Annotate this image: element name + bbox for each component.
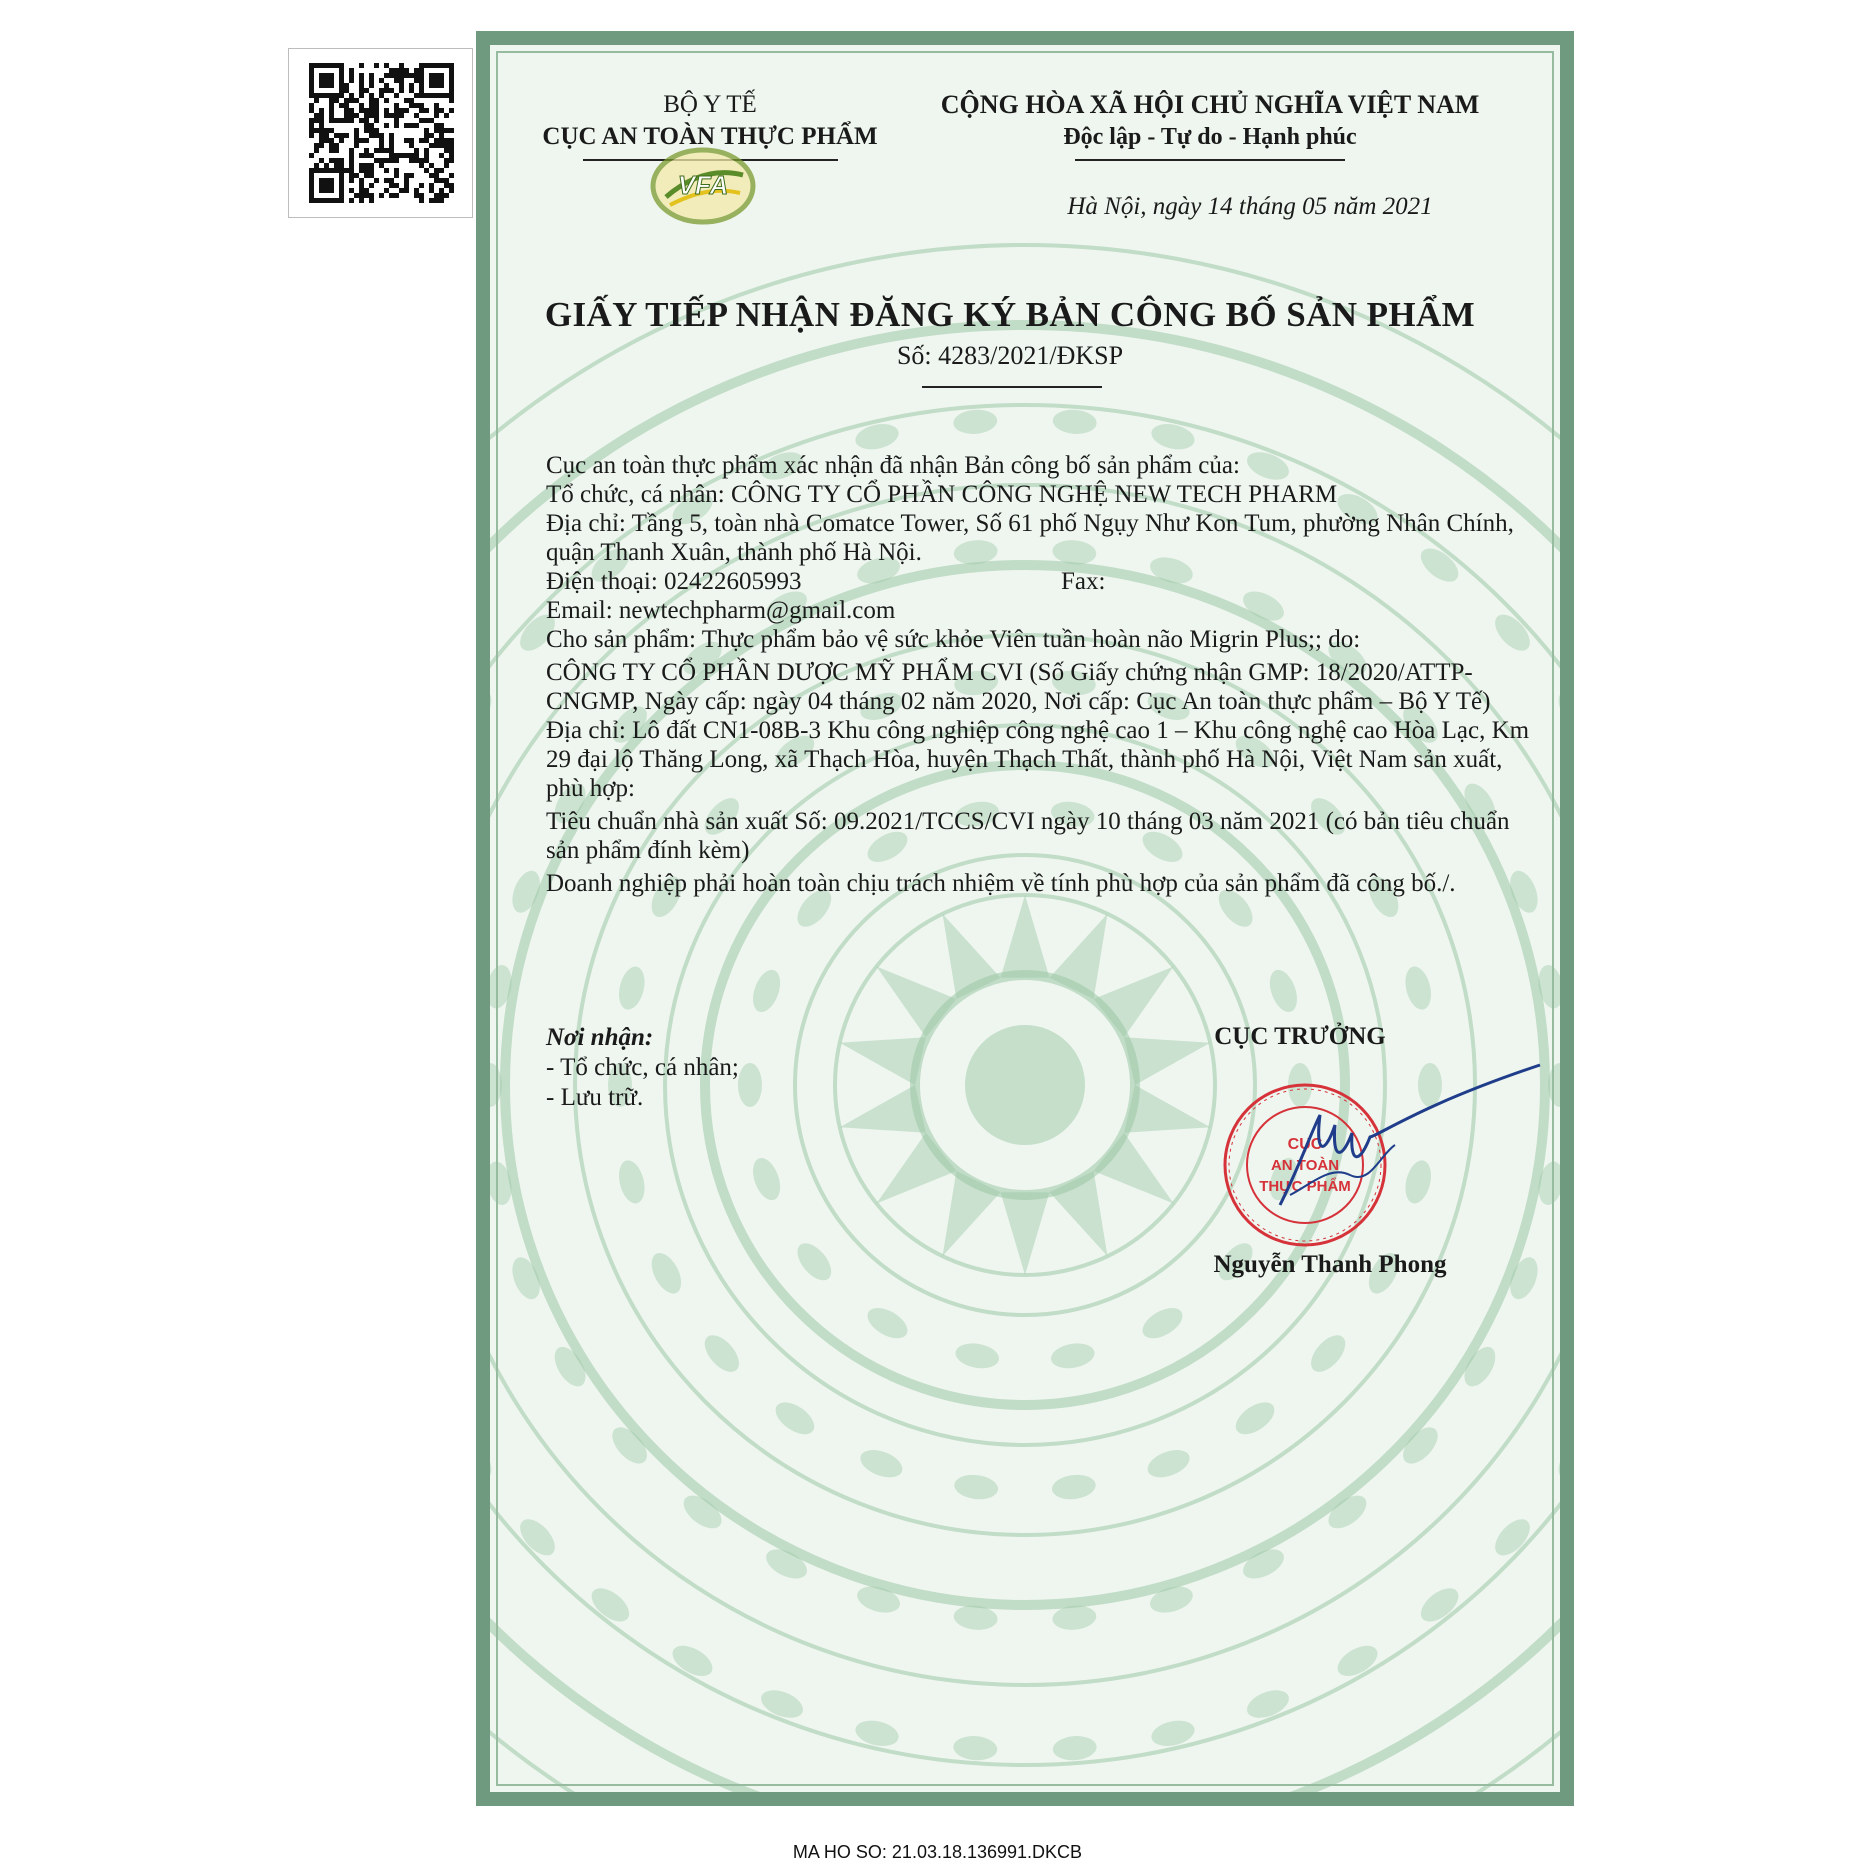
ministry-name: BỘ Y TẾ xyxy=(663,91,757,118)
issue-date: Hà Nội, ngày 14 tháng 05 năm 2021 xyxy=(1067,193,1433,220)
motto-rule xyxy=(1075,159,1345,161)
svg-text:AN TOÀN: AN TOÀN xyxy=(1270,1157,1340,1174)
country-name: CỘNG HÒA XÃ HỘI CHỦ NGHĨA VIỆT NAM xyxy=(940,90,1480,119)
email: Email: newtechpharm@gmail.com xyxy=(546,597,896,624)
recipients xyxy=(546,1023,739,1113)
file-code: MA HO SO: 21.03.18.136991.DKCB xyxy=(792,1842,1083,1862)
svg-text:VFA: VFA xyxy=(677,170,729,200)
svg-text:THỰC PHẨM: THỰC PHẨM xyxy=(1259,1178,1351,1195)
svg-text:CỤC: CỤC xyxy=(1287,1136,1323,1153)
document-title: GIẤY TIẾP NHẬN ĐĂNG KÝ BẢN CÔNG BỐ SẢN PHẨM xyxy=(544,295,1476,334)
fax: Fax: xyxy=(1061,568,1106,595)
phone: Điện thoại: 02422605993 xyxy=(546,568,802,595)
product: Cho sản phẩm: Thực phẩm bảo vệ sức khỏe Viên tuần hoàn não Migrin Plus;; do: xyxy=(546,626,1361,653)
document-number: Số: 4283/2021/ĐKSP xyxy=(896,341,1124,370)
qr-code xyxy=(288,48,473,218)
organization: Tổ chức, cá nhân: CÔNG TY CỔ PHẦN CÔNG NGHỆ NEW TECH PHARM xyxy=(546,481,1338,508)
agency-name: CỤC AN TOÀN THỰC PHẨM xyxy=(542,123,878,150)
recipient-item: - Tổ chức, cá nhân; xyxy=(546,1054,739,1081)
national-header xyxy=(890,89,1530,161)
responsibility: Doanh nghiệp phải hoàn toàn chịu trách nhiệm về tính phù hợp của sản phẩm đã công bố./. xyxy=(546,870,1456,897)
certificate xyxy=(476,31,1574,1806)
intro-text: Cục an toàn thực phẩm xác nhận đã nhận Bản công bố sản phẩm của: xyxy=(546,452,1240,479)
official-seal-icon xyxy=(1220,1045,1550,1265)
recipient-item: - Lưu trữ. xyxy=(546,1084,644,1111)
signatory-name: Nguyễn Thanh Phong xyxy=(1213,1251,1447,1278)
qr-code-icon xyxy=(309,63,454,203)
contact-row xyxy=(546,567,1531,596)
document-body xyxy=(546,451,1531,898)
recipients-label: Nơi nhận: xyxy=(546,1024,654,1051)
standard: Tiêu chuẩn nhà sản xuất Số: 09.2021/TCCS/CVI ngày 10 tháng 03 năm 2021 (có bản tiêu chuẩn sản phẩm đính kèm) xyxy=(546,808,1510,864)
manufacturer-address: Địa chỉ: Lô đất CN1-08B-3 Khu công nghiệp công nghệ cao 1 – Khu công nghệ cao Hòa Lạc, Km 29 đại lộ Thăng Long, xã Thạch Hòa, huyện Thạch Thất, thành phố Hà Nội, Việt Nam sản xuất, phù hợp: xyxy=(546,717,1530,802)
manufacturer: CÔNG TY CỔ PHẦN DƯỢC MỸ PHẨM CVI (Số Giấy chứng nhận GMP: 18/2020/ATTP-CNGMP, Ngày cấp: ngày 04 tháng 02 năm 2020, Nơi cấp: Cục An toàn thực phẩm – Bộ Y Tế) xyxy=(546,659,1491,715)
number-rule xyxy=(922,386,1102,388)
vfa-logo-icon xyxy=(648,145,758,227)
signatory-title: CỤC TRƯỞNG xyxy=(1214,1023,1386,1050)
organization-address: Địa chỉ: Tầng 5, toàn nhà Comatce Tower, Số 61 phố Ngụy Như Kon Tum, phường Nhân Chính, quận Thanh Xuân, thành phố Hà Nội. xyxy=(546,510,1514,566)
motto: Độc lập - Tự do - Hạnh phúc xyxy=(1063,124,1357,150)
